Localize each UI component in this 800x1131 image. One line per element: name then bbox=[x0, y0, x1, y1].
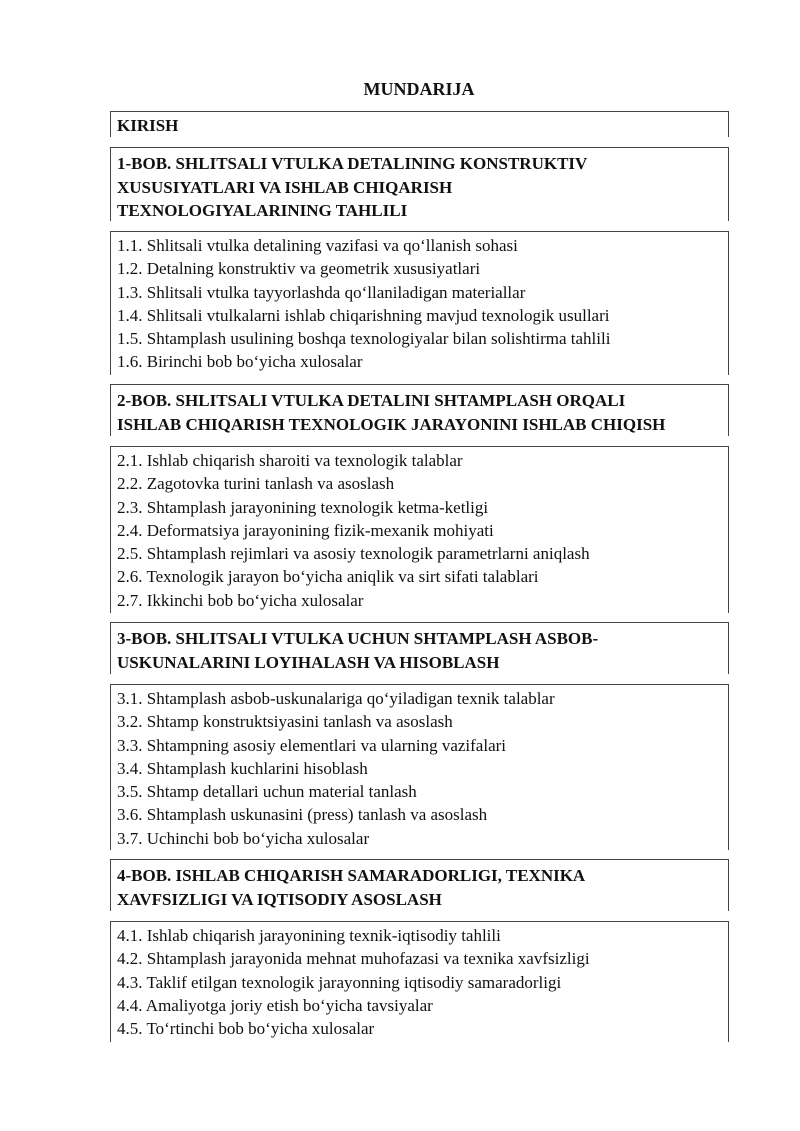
chapter-4-items bbox=[111, 922, 728, 1040]
chapter-heading-line: ISHLAB CHIQARISH TEXNOLOGIK JARAYONINI ISHLAB CHIQISH bbox=[117, 414, 666, 434]
chapter-2-heading bbox=[111, 385, 728, 436]
chapter-heading-line: 3-BOB. SHLITSALI VTULKA UCHUN SHTAMPLASH ASBOB- bbox=[117, 629, 599, 648]
toc-item: 2.1. Ishlab chiqarish sharoiti va texnologik talablar bbox=[117, 451, 463, 470]
chapter-1-heading-box bbox=[110, 147, 729, 221]
chapter-heading-line: TEXNOLOGIYALARINING TAHLILI bbox=[117, 201, 408, 220]
chapter-1-items-box bbox=[110, 231, 729, 375]
toc-item: 2.5. Shtamplash rejimlari va asosiy texnologik parametrlarni aniqlash bbox=[117, 544, 590, 564]
chapter-4-heading-box bbox=[110, 859, 729, 911]
toc-item: 1.3. Shlitsali vtulka tayyorlashda qo‘llaniladigan materiallar bbox=[117, 282, 526, 302]
chapter-heading-line: USKUNALARINI LOYIHALASH VA HISOBLASH bbox=[117, 652, 500, 672]
chapter-heading-line: XAVFSIZLIGI VA IQTISODIY ASOSLASH bbox=[117, 889, 442, 909]
toc-item: 2.4. Deformatsiya jarayonining fizik-mexanik mohiyati bbox=[117, 520, 494, 540]
toc-item: 4.1. Ishlab chiqarish jarayonining texnik-iqtisodiy tahlili bbox=[117, 926, 501, 945]
toc-item: 2.7. Ikkinchi bob bo‘yicha xulosalar bbox=[117, 590, 364, 610]
toc-item: 3.5. Shtamp detallari uchun material tanlash bbox=[117, 782, 417, 802]
toc-item: 1.2. Detalning konstruktiv va geometrik xususiyatlari bbox=[117, 259, 481, 279]
toc-item: 2.2. Zagotovka turini tanlash va asoslash bbox=[117, 474, 395, 494]
chapter-heading-line: 2-BOB. SHLITSALI VTULKA DETALINI SHTAMPLASH ORQALI bbox=[117, 391, 626, 410]
chapter-3-heading bbox=[111, 623, 728, 674]
toc-item: 2.3. Shtamplash jarayonining texnologik ketma-ketligi bbox=[117, 497, 489, 517]
chapter-4-heading bbox=[111, 860, 728, 911]
toc-item: 3.2. Shtamp konstruktsiyasini tanlash va asoslash bbox=[117, 712, 453, 732]
chapter-2-items-box bbox=[110, 446, 729, 613]
toc-item: 4.3. Taklif etilgan texnologik jarayonning iqtisodiy samaradorligi bbox=[117, 972, 562, 992]
toc-item: 1.5. Shtamplash usulining boshqa texnologiyalar bilan solishtirma tahlili bbox=[117, 329, 611, 349]
toc-item: 1.4. Shlitsali vtulkalarni ishlab chiqarishning mavjud texnologik usullari bbox=[117, 305, 610, 325]
toc-intro-box bbox=[110, 111, 729, 137]
toc-item: 4.2. Shtamplash jarayonida mehnat muhofazasi va texnika xavfsizligi bbox=[117, 949, 590, 969]
toc-item: 1.1. Shlitsali vtulka detalining vazifasi va qo‘llanish sohasi bbox=[117, 236, 518, 255]
chapter-3-items-box bbox=[110, 684, 729, 850]
chapter-heading-line: 4-BOB. ISHLAB CHIQARISH SAMARADORLIGI, TEXNIKA bbox=[117, 866, 586, 885]
chapter-4-items-box bbox=[110, 921, 729, 1042]
toc-item: 3.1. Shtamplash asbob-uskunalariga qo‘yiladigan texnik talablar bbox=[117, 689, 555, 708]
toc-item: 1.6. Birinchi bob bo‘yicha xulosalar bbox=[117, 352, 363, 372]
toc-item: 3.6. Shtamplash uskunasini (press) tanlash va asoslash bbox=[117, 805, 488, 825]
toc-item: 4.5. To‘rtinchi bob bo‘yicha xulosalar bbox=[117, 1019, 375, 1039]
chapter-2-items bbox=[111, 447, 728, 612]
toc-intro-heading: KIRISH bbox=[117, 116, 179, 135]
chapter-heading-line: 1-BOB. SHLITSALI VTULKA DETALINING KONSTRUKTIV bbox=[117, 154, 588, 173]
toc-item: 2.6. Texnologik jarayon bo‘yicha aniqlik va sirt sifati talablari bbox=[117, 567, 539, 587]
page-title: MUNDARIJA bbox=[363, 79, 475, 99]
chapter-3-heading-box bbox=[110, 622, 729, 674]
chapter-1-heading bbox=[111, 148, 728, 223]
chapter-1-items bbox=[111, 232, 728, 374]
chapter-heading-line: XUSUSIYATLARI VA ISHLAB CHIQARISH bbox=[117, 177, 453, 197]
chapter-2-heading-box bbox=[110, 384, 729, 436]
toc-item: 4.4. Amaliyotga joriy etish bo‘yicha tavsiyalar bbox=[117, 995, 433, 1015]
toc-item: 3.7. Uchinchi bob bo‘yicha xulosalar bbox=[117, 828, 370, 848]
chapter-3-items bbox=[111, 685, 728, 850]
toc-item: 3.4. Shtamplash kuchlarini hisoblash bbox=[117, 758, 368, 778]
toc-item: 3.3. Shtampning asosiy elementlari va ularning vazifalari bbox=[117, 735, 506, 755]
